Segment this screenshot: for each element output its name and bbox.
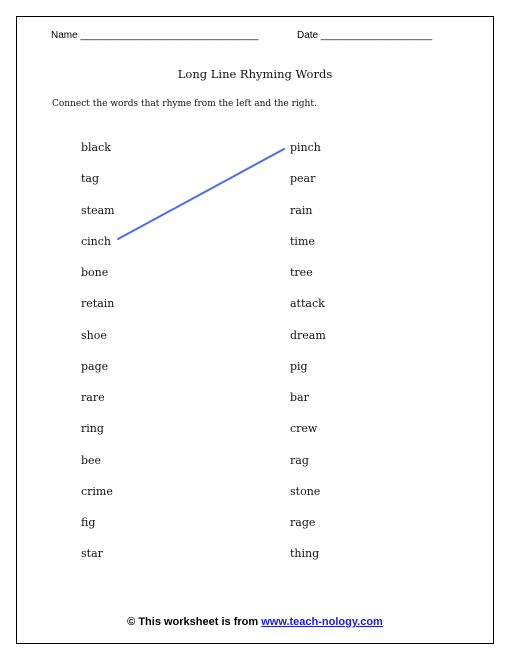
worksheet-title: Long Line Rhyming Words — [177, 67, 333, 81]
right-word[interactable]: stone — [290, 485, 321, 498]
right-word[interactable]: pinch — [290, 141, 321, 154]
right-word[interactable]: pig — [290, 360, 308, 373]
right-word[interactable]: rage — [290, 516, 316, 529]
left-word[interactable]: fig — [81, 516, 96, 529]
right-word[interactable]: thing — [290, 547, 320, 560]
name-field[interactable]: Name ________________________________ — [51, 30, 259, 41]
footer-link[interactable]: www.teach-nology.com — [261, 616, 383, 628]
date-field[interactable]: Date ____________________ — [297, 30, 433, 41]
left-word[interactable]: bone — [81, 266, 109, 279]
left-word[interactable]: tag — [81, 172, 100, 185]
footer-credit — [0, 616, 510, 628]
left-word[interactable]: bee — [81, 454, 102, 467]
left-word[interactable]: rare — [81, 391, 105, 404]
right-word[interactable]: crew — [290, 422, 318, 435]
right-word[interactable]: rag — [290, 454, 309, 467]
left-word[interactable]: steam — [81, 204, 115, 217]
instructions: Connect the words that rhyme from the left and the right. — [52, 99, 317, 109]
footer-prefix: © This worksheet is from — [127, 616, 262, 628]
right-word[interactable]: rain — [290, 204, 313, 217]
left-word[interactable]: star — [81, 547, 103, 560]
left-word[interactable]: page — [81, 360, 109, 373]
left-word[interactable]: ring — [81, 422, 104, 435]
right-word[interactable]: attack — [290, 297, 325, 310]
left-word[interactable]: black — [81, 141, 111, 154]
left-word[interactable]: crime — [81, 485, 113, 498]
left-word[interactable]: shoe — [81, 329, 107, 342]
right-word[interactable]: dream — [290, 329, 326, 342]
left-word[interactable]: retain — [81, 297, 115, 310]
right-word[interactable]: time — [290, 235, 315, 248]
right-word[interactable]: bar — [290, 391, 309, 404]
right-word[interactable]: pear — [290, 172, 316, 185]
left-word[interactable]: cinch — [81, 235, 112, 248]
right-word[interactable]: tree — [290, 266, 313, 279]
